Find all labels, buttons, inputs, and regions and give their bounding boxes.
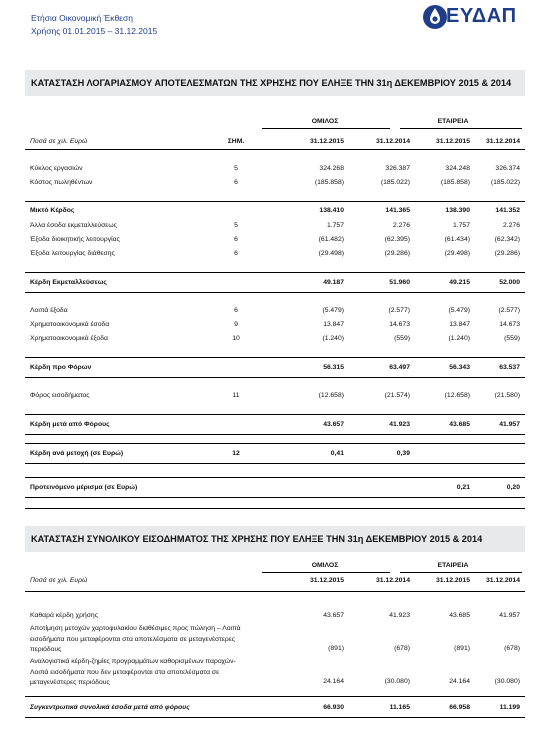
header-rule (25, 149, 525, 150)
year-header: 31.12.2014 (375, 138, 410, 145)
group-column-header: ΟΜΙΛΟΣ (311, 562, 339, 569)
row-rule (25, 717, 525, 718)
report-title: Ετήσια Οικονομική Έκθεση (31, 13, 133, 23)
amounts-unit-label: Ποσά σε χιλ. Ευρώ (30, 577, 88, 584)
row-rule (25, 434, 525, 435)
earnings-per-share-row: Κέρδη ανά μετοχή (σε Ευρώ) 12 0,41 0,39 (30, 450, 410, 457)
year-header: 31.12.2014 (485, 577, 520, 584)
row-rule (25, 201, 525, 202)
company-underline (400, 572, 522, 573)
row-rule (25, 357, 525, 358)
company-column-header: ΕΤΑΙΡΕΙΑ (437, 118, 469, 125)
row-rule (25, 292, 525, 293)
table-row: Έξοδα διοικητικής λειτουργίας 6 (61.482) (62.395) (61.434) (62.342) (30, 236, 520, 243)
table-row: Καθαρά κέρδη χρήσης 43.657 41.923 43.685 41.957 (30, 612, 520, 619)
row-rule (25, 477, 525, 478)
row-rule (25, 414, 525, 415)
row-rule (25, 377, 525, 378)
row-rule (25, 272, 525, 273)
profit-after-tax-row: Κέρδη μετά από Φόρους 43.657 41.923 43.685 41.957 (30, 421, 520, 428)
row-rule (25, 696, 525, 697)
header-rule (25, 591, 525, 592)
table-row: Άλλα έσοδα εκμεταλλεύσεως 5 1.757 2.276 1.757 2.276 (30, 222, 520, 229)
comprehensive-header-row (30, 577, 520, 589)
year-header: 31.12.2015 (435, 138, 470, 145)
amounts-unit-label: Ποσά σε χιλ. Ευρώ (30, 138, 88, 145)
table-row: Φόρος εισοδήματος 11 (12.658) (21.574) (12.658) (21.580) (30, 392, 520, 399)
proposed-dividend-row: Προτεινόμενο μέρισμα (σε Ευρώ) 0,21 0,20 (30, 484, 520, 491)
gross-profit-row: Μικτό Κέρδος 138.410 141.365 138.390 141.352 (30, 207, 520, 214)
group-underline (262, 572, 390, 573)
logo-text: ΕΥΔΑΠ (446, 5, 517, 27)
year-header: 31.12.2015 (435, 577, 470, 584)
row-rule (25, 508, 525, 509)
row-rule (25, 463, 525, 464)
table-row: Κύκλος εργασιών 5 324.268 326.387 324.248 326.374 (30, 165, 520, 172)
income-statement-title: ΚΑΤΑΣΤΑΣΗ ΛΟΓΑΡΙΑΣΜΟΥ ΑΠΟΤΕΛΕΣΜΑΤΩΝ ΤΗΣ ΧΡΗΣΗΣ ΠΟΥ ΕΛΗΞΕ ΤΗΝ 31η ΔΕΚΕΜΒΡΙΟΥ 2015 & 2014 (25, 70, 525, 96)
operating-profit-row: Κέρδη Εκμεταλλεύσεως 49.187 51.960 49.215 52.000 (30, 279, 520, 286)
note-header: ΣΗΜ. (227, 138, 245, 145)
total-comprehensive-income-row: Συγκεντρωτικά συνολικά έσοδα μετά από φόρους 66.930 11.165 66.958 11.199 (30, 704, 520, 711)
profit-before-tax-row: Κέρδη προ Φόρων 56.315 63.497 56.343 63.537 (30, 364, 520, 371)
year-header: 31.12.2015 (309, 138, 344, 145)
group-underline (262, 128, 390, 129)
table-row: Κόστος πωληθέντων 6 (185.858) (185.022) (185.858) (185.022) (30, 179, 520, 186)
comprehensive-income-title: ΚΑΤΑΣΤΑΣΗ ΣΥΝΟΛΙΚΟΥ ΕΙΣΟΔΗΜΑΤΟΣ ΤΗΣ ΧΡΗΣΗΣ ΠΟΥ ΕΛΗΞΕ ΤΗΝ 31η ΔΕΚΕΜΒΡΙΟΥ 2015 & 2014 (25, 526, 525, 552)
year-header: 31.12.2015 (309, 577, 344, 584)
row-rule (25, 497, 525, 498)
table-row: Έξοδα λειτουργίας διάθεσης 6 (29.498) (29.286) (29.498) (29.286) (30, 250, 520, 257)
report-period: Χρήσης 01.01.2015 – 31.12.2015 (31, 26, 158, 36)
company-underline (400, 128, 522, 129)
year-header: 31.12.2014 (375, 577, 410, 584)
table-row: Αποτίμηση μετοχών χαρτοφυλακίου διαθέσιμες προς πώληση – Λοιπά εισοδήματα που μεταφέρονται στα αποτελέσματα σε μεταγενέστερες περιόδους (891) (678) (891) (678) (30, 625, 520, 653)
table-row: Λοιπά έξοδα 6 (5.479) (2.577) (5.479) (2.577) (30, 307, 520, 314)
table-row: Χρηματοοικονομικά έσοδα 9 13.847 14.673 13.847 14.673 (30, 321, 520, 328)
logo-drop-icon (422, 4, 448, 30)
company-column-header: ΕΤΑΙΡΕΙΑ (437, 562, 469, 569)
table-row: Αναλογιστικά κέρδη-ζημίες προγραμμάτων καθορισμένων παροχών-Λοιπά εισοδήματα που δεν μεταφέρονται στα αποτελέσματα σε μεταγενέστερες περιόδους 24.164 (30.080) 24.164 (30.080) (30, 658, 520, 686)
year-header: 31.12.2014 (485, 138, 520, 145)
group-column-header: ΟΜΙΛΟΣ (311, 118, 339, 125)
table-row: Χρηματοοικονομικά έξοδα 10 (1.240) (559) (1.240) (559) (30, 335, 520, 342)
row-rule (25, 443, 525, 444)
